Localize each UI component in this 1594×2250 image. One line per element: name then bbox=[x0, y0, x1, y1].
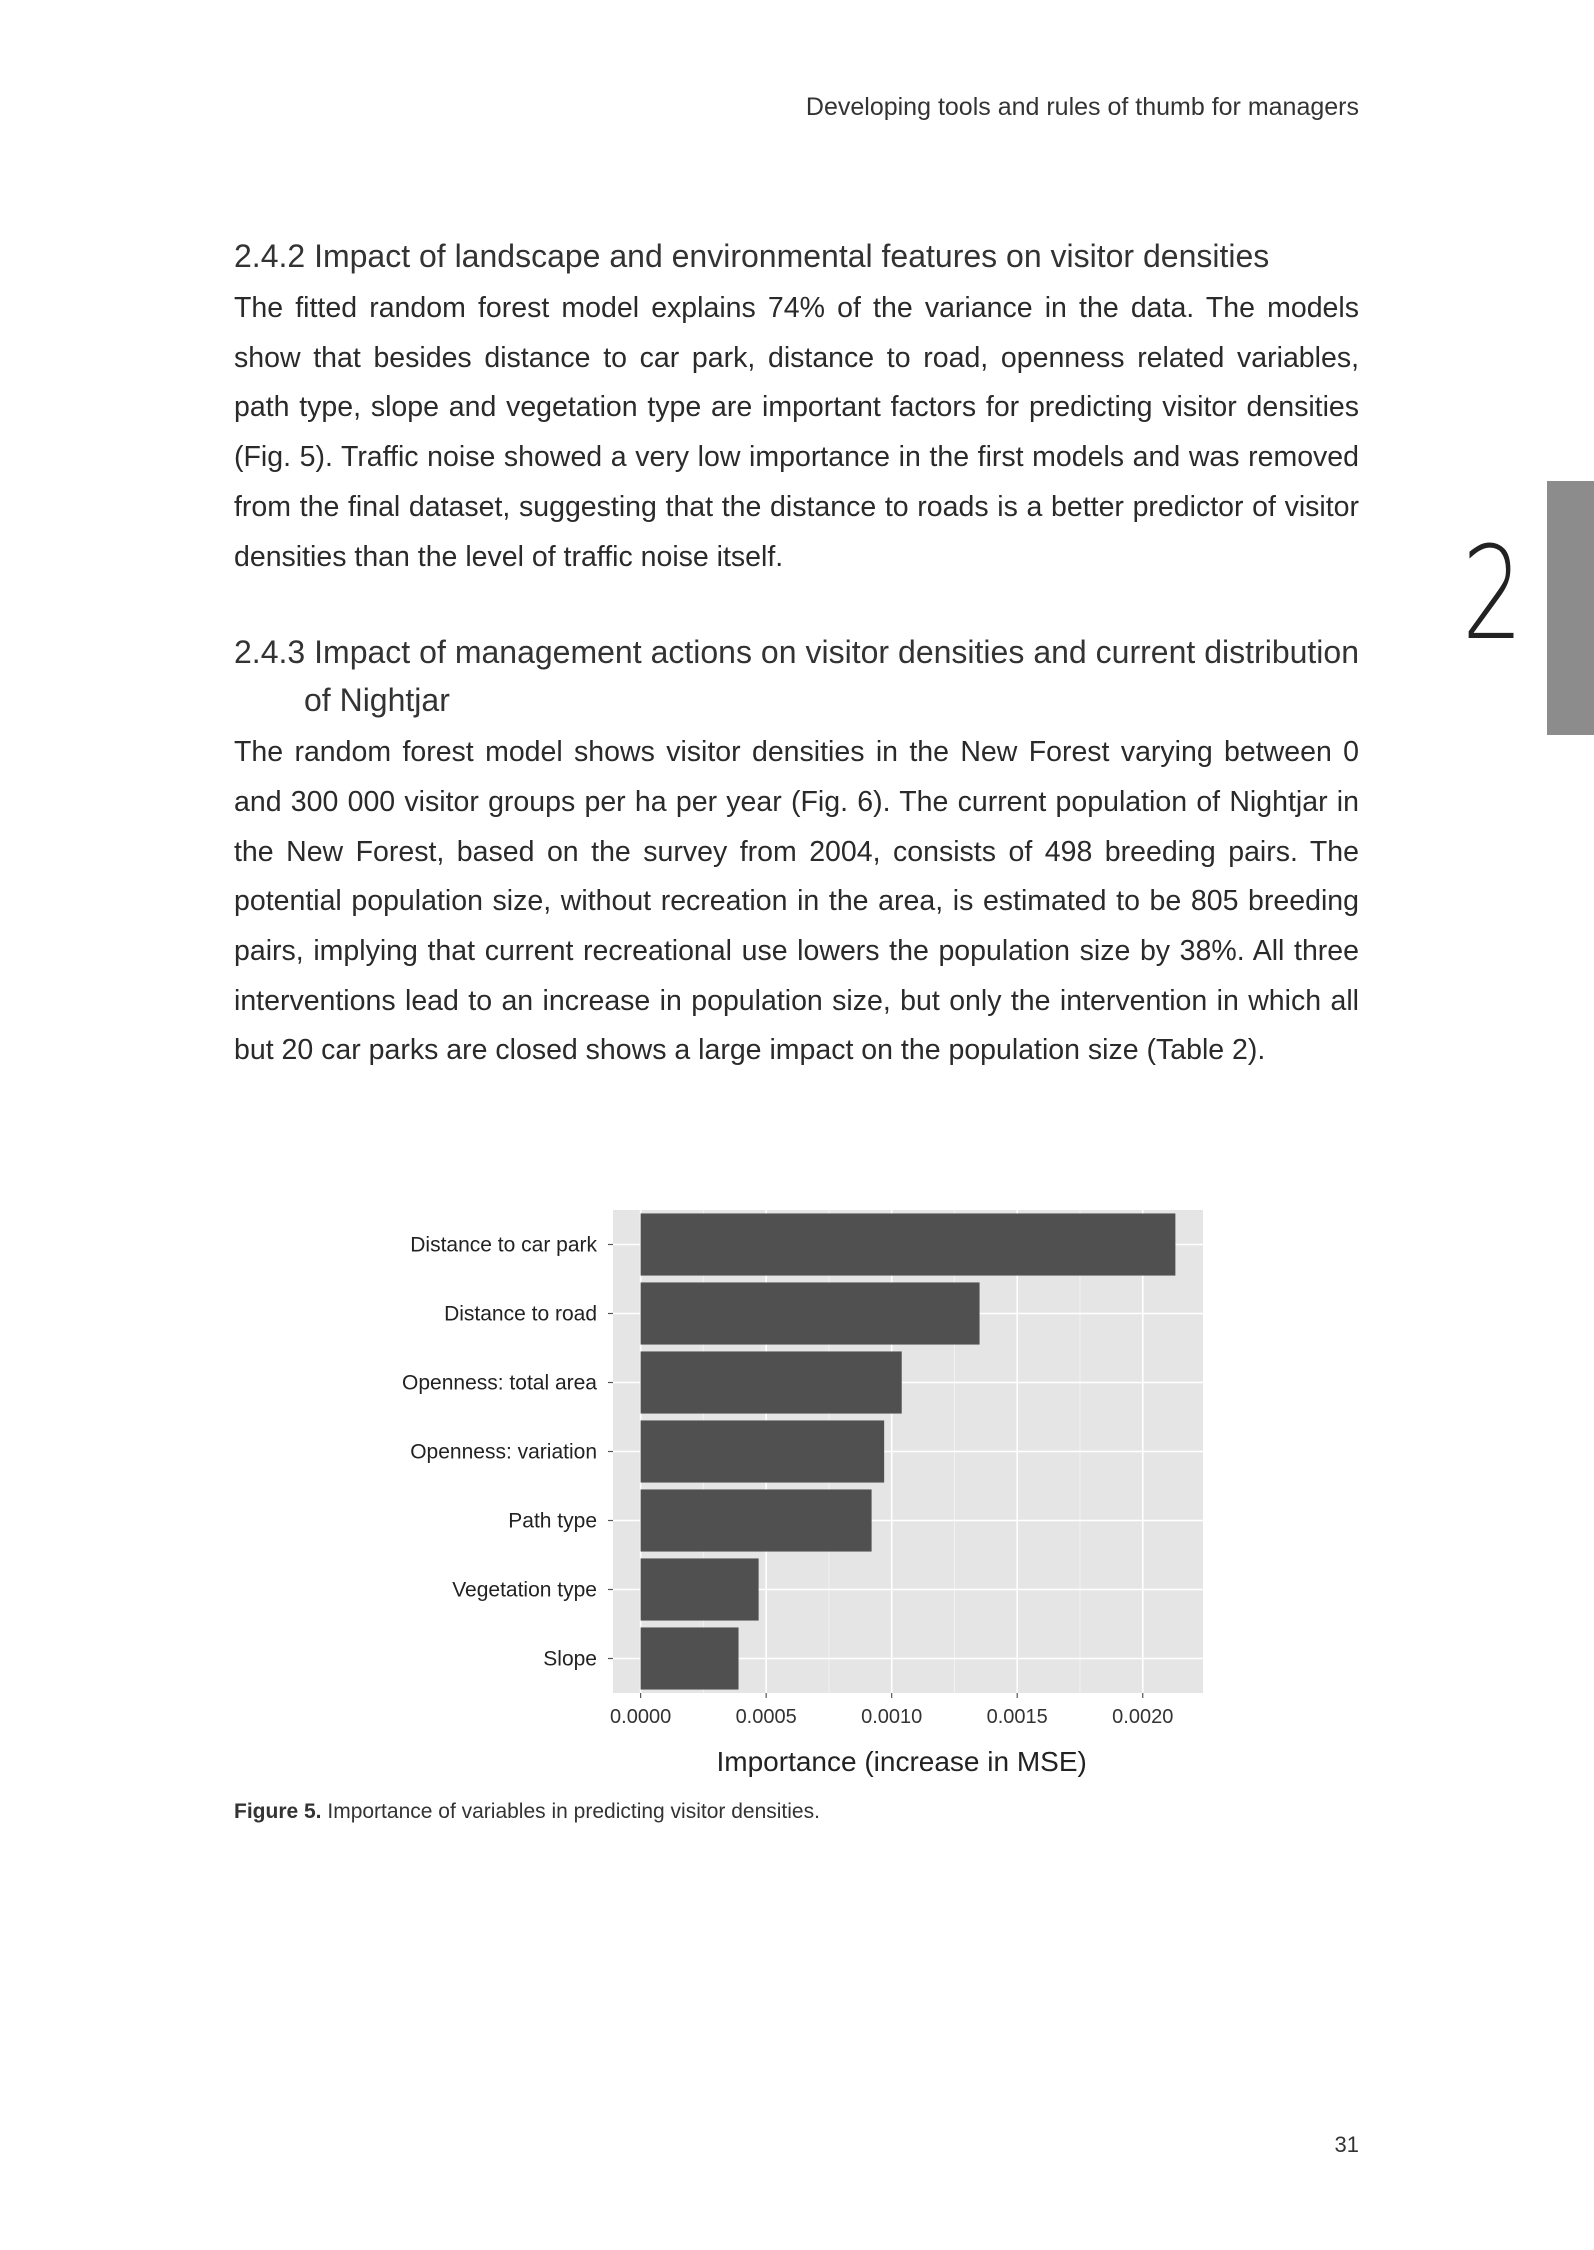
y-tick-label: Openness: variation bbox=[410, 1440, 597, 1464]
x-tick-label: 0.0020 bbox=[1112, 1706, 1174, 1728]
y-tick-label: Distance to road bbox=[444, 1302, 597, 1326]
bar bbox=[641, 1420, 885, 1482]
running-head: Developing tools and rules of thumb for managers bbox=[805, 93, 1359, 121]
chapter-number: 2 bbox=[1462, 520, 1522, 669]
y-tick-label: Slope bbox=[543, 1647, 597, 1671]
y-tick-label: Distance to car park bbox=[410, 1233, 597, 1257]
y-tick-label: Vegetation type bbox=[452, 1578, 597, 1602]
y-tick-label: Openness: total area bbox=[402, 1371, 597, 1395]
x-tick-label: 0.0005 bbox=[735, 1706, 797, 1728]
page-number: 31 bbox=[1334, 2132, 1359, 2157]
bar bbox=[641, 1627, 739, 1689]
bar bbox=[641, 1558, 759, 1620]
x-tick-label: 0.0010 bbox=[861, 1706, 923, 1728]
x-axis-title: Importance (increase in MSE) bbox=[716, 1746, 1087, 1777]
caption-label: Figure 5. bbox=[234, 1800, 322, 1823]
bar bbox=[641, 1282, 980, 1344]
section-body-2-4-2: The fitted random forest model explains 74% of the variance in the data. The models show that besides distance to car park, distance to road, openness related variables, path type, slope and vegetation type are important factors for predicting visitor densities (Fig. 5). Traffic noise showed a very low importance in the first models and was removed from the final dataset, suggesting that the distance to roads is a better predictor of visitor densities than the level of traffic noise itself. bbox=[234, 292, 1359, 573]
bar bbox=[641, 1213, 1176, 1275]
x-tick-label: 0.0015 bbox=[986, 1706, 1048, 1728]
y-tick-label: Path type bbox=[508, 1509, 597, 1533]
x-tick-label: 0.0000 bbox=[610, 1706, 672, 1728]
caption-text: Importance of variables in predicting visitor densities. bbox=[327, 1800, 820, 1823]
bar bbox=[641, 1351, 902, 1413]
figure-caption bbox=[234, 1800, 820, 1824]
section-heading-2-4-3: 2.4.3 Impact of management actions on visitor densities and current distribution of Nightjar bbox=[234, 634, 1359, 719]
section-body-2-4-3: The random forest model shows visitor densities in the New Forest varying between 0 and 300 000 visitor groups per ha per year (Fig. 6). The current population of Nightjar in the New Forest, based on the survey from 2004, consists of 498 breeding pairs. The potential population size, without recreation in the area, is estimated to be 805 breeding pairs, implying that current recreational use lowers the population size by 38%. All three interventions lead to an increase in population size, but only the intervention in which all but 20 car parks are closed shows a large impact on the population size (Table 2). bbox=[234, 736, 1359, 1067]
bar bbox=[641, 1489, 872, 1551]
section-heading-2-4-2: 2.4.2 Impact of landscape and environmental features on visitor densities bbox=[234, 238, 1270, 274]
